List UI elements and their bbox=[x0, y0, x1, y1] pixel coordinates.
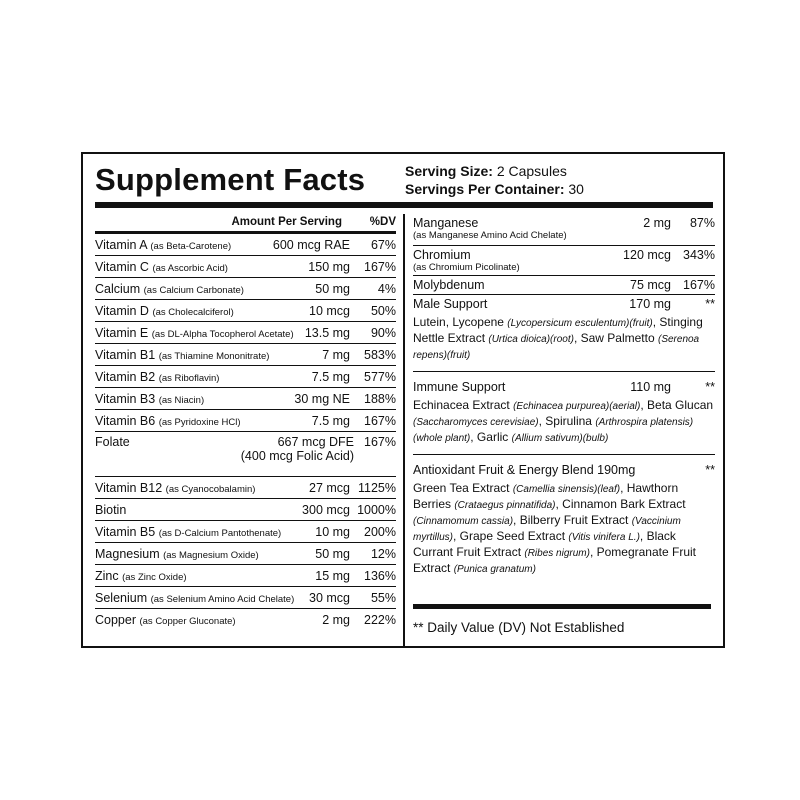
table-row bbox=[95, 609, 396, 630]
page-title: Supplement Facts bbox=[95, 162, 366, 197]
nutrient-source: (as Cholecalciferol) bbox=[152, 306, 234, 318]
ingredient-latin: (Echinacea purpurea)(aerial) bbox=[513, 401, 641, 412]
dv-value: 583% bbox=[364, 347, 396, 362]
nutrient-label: Manganese bbox=[413, 216, 479, 230]
amount-value: 30 mg NE bbox=[294, 391, 350, 406]
nutrient-label: Molybdenum bbox=[413, 278, 485, 292]
ingredient-text: , Stinging Nettle Extract bbox=[413, 315, 703, 345]
amount-value: 50 mg bbox=[315, 546, 350, 561]
ingredient-text: , Black Currant Fruit Extract bbox=[413, 529, 676, 559]
nutrient-source: (as D-Calcium Pantothenate) bbox=[158, 527, 282, 539]
dv-value: 87% bbox=[689, 216, 715, 230]
dv-header: %DV bbox=[369, 215, 396, 228]
table-row bbox=[95, 366, 396, 388]
serving-size-value: 2 Capsules bbox=[496, 163, 567, 179]
dv-value: 50% bbox=[370, 303, 396, 318]
footnote: ** Daily Value (DV) Not Established bbox=[413, 620, 625, 635]
column-divider bbox=[403, 214, 405, 646]
ingredient-text: , Hawthorn Berries bbox=[413, 481, 679, 511]
ingredient-text: Echinacea Extract bbox=[413, 398, 514, 412]
table-row bbox=[95, 477, 396, 499]
dv-value: 167% bbox=[364, 259, 396, 274]
nutrient-name bbox=[95, 547, 315, 561]
amount-value: 50 mg bbox=[315, 281, 350, 296]
dv-value: 577% bbox=[364, 369, 396, 384]
table-row bbox=[95, 388, 396, 410]
ingredient-text: , Bilberry Fruit Extract bbox=[513, 513, 632, 527]
table-row bbox=[95, 234, 396, 256]
amount-value: 2 mg bbox=[643, 216, 671, 230]
blend-name: Antioxidant Fruit & Energy Blend 190mg bbox=[413, 463, 636, 477]
table-row bbox=[413, 276, 715, 295]
amount-value: 7.5 mg bbox=[311, 413, 350, 428]
blend-amount: 170 mg bbox=[629, 297, 671, 311]
nutrient-name bbox=[95, 414, 312, 428]
table-row bbox=[95, 432, 396, 477]
ingredient-latin: (Arthrospira platensis)(whole plant) bbox=[413, 417, 694, 444]
table-row bbox=[95, 565, 396, 587]
amount-cell bbox=[241, 432, 354, 463]
nutrient-source: (as Selenium Amino Acid Chelate) bbox=[150, 593, 295, 605]
table-row bbox=[95, 521, 396, 543]
nutrient-label: Vitamin A bbox=[95, 237, 147, 252]
blend-header bbox=[413, 380, 715, 394]
amount-value: 667 mcg DFE bbox=[277, 435, 354, 449]
ingredient-latin: (Vitis vinifera L.) bbox=[568, 532, 640, 543]
servings-per-container-label: Servings Per Container: bbox=[405, 181, 565, 197]
dv-value: 167% bbox=[364, 413, 396, 428]
nutrient-source: (as Magnesium Oxide) bbox=[163, 549, 259, 561]
blend-item bbox=[413, 295, 715, 372]
table-row bbox=[413, 214, 715, 246]
nutrient-label: Vitamin B12 bbox=[95, 480, 163, 495]
nutrient-label: Vitamin B6 bbox=[95, 413, 156, 428]
nutrient-source: (as Riboflavin) bbox=[158, 372, 220, 384]
dv-value: 136% bbox=[364, 568, 396, 583]
nutrient-source: (as DL-Alpha Tocopherol Acetate) bbox=[151, 328, 294, 340]
amount-value: 120 mcg bbox=[623, 248, 671, 262]
nutrient-source: (as Zinc Oxide) bbox=[122, 571, 187, 583]
ingredient-latin: (Ribes nigrum) bbox=[524, 548, 590, 559]
nutrient-name bbox=[95, 432, 241, 449]
nutrient-source: (as Copper Gluconate) bbox=[139, 615, 236, 627]
supplement-facts-panel bbox=[81, 152, 725, 648]
amount-value: 10 mg bbox=[315, 524, 350, 539]
dv-value: 222% bbox=[364, 612, 396, 627]
amount-value: 13.5 mg bbox=[304, 325, 350, 340]
ingredient-latin: (Serenoa repens)(fruit) bbox=[413, 334, 700, 361]
amount-value: 15 mg bbox=[315, 568, 350, 583]
table-row bbox=[95, 410, 396, 432]
table-row bbox=[95, 300, 396, 322]
ingredient-latin: (Cinnamomum cassia) bbox=[413, 516, 514, 527]
table-row bbox=[95, 344, 396, 366]
amount-value: 30 mcg bbox=[309, 590, 350, 605]
nutrient-name bbox=[95, 260, 308, 274]
nutrient-name bbox=[95, 348, 322, 362]
ingredient-latin: (Saccharomyces cerevisiae) bbox=[413, 417, 539, 428]
nutrient-label: Vitamin B2 bbox=[95, 369, 156, 384]
amount-value: 7.5 mg bbox=[311, 369, 350, 384]
dv-value: 167% bbox=[364, 435, 396, 449]
nutrient-name bbox=[95, 481, 309, 495]
dv-value: ** bbox=[705, 380, 715, 394]
nutrient-source: (as Manganese Amino Acid Chelate) bbox=[413, 230, 567, 241]
dv-value: 12% bbox=[370, 546, 396, 561]
ingredient-text: , Grape Seed Extract bbox=[453, 529, 569, 543]
ingredient-text: Green Tea Extract bbox=[413, 481, 513, 495]
ingredient-text: Lutein, Lycopene bbox=[413, 315, 508, 329]
nutrient-source: (as Chromium Picolinate) bbox=[413, 262, 520, 273]
blends bbox=[413, 295, 715, 585]
dv-value: 167% bbox=[683, 278, 715, 292]
nutrient-name bbox=[95, 503, 302, 517]
nutrient-source: (as Beta-Carotene) bbox=[150, 240, 232, 252]
table-row bbox=[95, 543, 396, 565]
blend-item bbox=[413, 372, 715, 455]
table-row bbox=[413, 246, 715, 276]
nutrient-label: Calcium bbox=[95, 281, 141, 296]
ingredient-text: , Garlic bbox=[470, 430, 512, 444]
dv-value: 188% bbox=[364, 391, 396, 406]
amount-value: 300 mcg bbox=[302, 502, 350, 517]
nutrient-label: Zinc bbox=[95, 568, 119, 583]
nutrient-name bbox=[95, 569, 315, 583]
header-rule bbox=[95, 202, 713, 208]
table-row bbox=[95, 322, 396, 344]
dv-value: 200% bbox=[364, 524, 396, 539]
nutrient-label: Copper bbox=[95, 612, 136, 627]
right-column bbox=[413, 214, 715, 585]
nutrient-name bbox=[95, 304, 309, 318]
amount-value: 7 mg bbox=[322, 347, 350, 362]
nutrient-source: (as Ascorbic Acid) bbox=[152, 262, 228, 274]
dv-value: ** bbox=[705, 297, 715, 311]
amount-value: 27 mcg bbox=[309, 480, 350, 495]
serving-size-label: Serving Size: bbox=[405, 163, 493, 179]
blend-ingredients bbox=[413, 315, 715, 363]
nutrient-label: Chromium bbox=[413, 248, 471, 262]
nutrient-name bbox=[95, 613, 322, 627]
blend-item bbox=[413, 455, 715, 585]
table-row bbox=[95, 499, 396, 521]
dv-value: 67% bbox=[370, 237, 396, 252]
amount-value: 10 mcg bbox=[309, 303, 350, 318]
ingredient-latin: (Punica granatum) bbox=[453, 564, 536, 575]
nutrient-label: Vitamin C bbox=[95, 259, 149, 274]
ingredient-latin: (Allium sativum)(bulb) bbox=[511, 433, 609, 444]
blend-ingredients bbox=[413, 481, 715, 577]
nutrient-label: Selenium bbox=[95, 590, 148, 605]
nutrient-label: Folate bbox=[95, 435, 130, 449]
left-rows bbox=[95, 234, 396, 630]
nutrient-source: (as Niacin) bbox=[158, 394, 205, 406]
blend-name: Male Support bbox=[413, 297, 488, 311]
ingredient-latin: (Crataegus pinnatifida) bbox=[454, 500, 556, 511]
blend-name: Immune Support bbox=[413, 380, 506, 394]
table-row bbox=[95, 278, 396, 300]
dv-value: ** bbox=[705, 463, 715, 477]
table-row bbox=[95, 587, 396, 609]
nutrient-label: Vitamin B1 bbox=[95, 347, 156, 362]
servings-per-container-value: 30 bbox=[568, 181, 584, 197]
nutrient-source: (as Calcium Carbonate) bbox=[143, 284, 244, 296]
nutrient-label: Magnesium bbox=[95, 546, 160, 561]
amount-header: Amount Per Serving bbox=[231, 215, 342, 228]
nutrient-label: Biotin bbox=[95, 502, 127, 517]
blend-header bbox=[413, 297, 715, 311]
nutrient-source: (as Thiamine Mononitrate) bbox=[158, 350, 270, 362]
amount-value: 2 mg bbox=[322, 612, 350, 627]
nutrient-label: Vitamin E bbox=[95, 325, 149, 340]
amount-value: 150 mg bbox=[308, 259, 350, 274]
dv-value: 55% bbox=[370, 590, 396, 605]
ingredient-text: , Spirulina bbox=[538, 414, 596, 428]
table-row bbox=[95, 256, 396, 278]
row-line bbox=[413, 278, 715, 292]
ingredient-text: , Saw Palmetto bbox=[573, 331, 658, 345]
amount-note: (400 mcg Folic Acid) bbox=[240, 449, 354, 463]
footnote-rule bbox=[413, 604, 711, 609]
nutrient-name bbox=[95, 370, 312, 384]
right-rows bbox=[413, 214, 715, 295]
nutrient-label: Vitamin B3 bbox=[95, 391, 156, 406]
nutrient-name bbox=[95, 525, 315, 539]
serving-info bbox=[405, 162, 584, 198]
blend-header bbox=[413, 463, 715, 477]
dv-value: 90% bbox=[370, 325, 396, 340]
dv-value: 4% bbox=[377, 281, 396, 296]
row-line bbox=[413, 216, 715, 230]
blend-amount: 110 mg bbox=[630, 380, 671, 394]
ingredient-latin: (Camellia sinensis)(leaf) bbox=[512, 484, 621, 495]
ingredient-text: , Beta Glucan bbox=[640, 398, 714, 412]
nutrient-name bbox=[95, 591, 309, 605]
nutrient-name bbox=[95, 238, 273, 252]
ingredient-latin: (Urtica dioica)(root) bbox=[488, 334, 574, 345]
nutrient-label: Vitamin D bbox=[95, 303, 149, 318]
amount-value: 600 mcg RAE bbox=[272, 237, 350, 252]
left-column bbox=[95, 212, 396, 630]
nutrient-name bbox=[95, 392, 294, 406]
row-line bbox=[413, 248, 715, 262]
blend-ingredients bbox=[413, 398, 715, 446]
dv-value: 343% bbox=[683, 248, 715, 262]
ingredient-latin: (Lycopersicum esculentum)(fruit) bbox=[507, 318, 653, 329]
table-header bbox=[95, 212, 396, 234]
dv-value: 1000% bbox=[357, 502, 396, 517]
nutrient-source: (as Pyridoxine HCl) bbox=[158, 416, 241, 428]
ingredient-text: , Pomegranate Fruit Extract bbox=[413, 545, 696, 575]
nutrient-label: Vitamin B5 bbox=[95, 524, 156, 539]
nutrient-source: (as Cyanocobalamin) bbox=[165, 483, 256, 495]
ingredient-text: , Cinnamon Bark Extract bbox=[555, 497, 686, 511]
amount-value: 75 mcg bbox=[630, 278, 671, 292]
nutrient-name bbox=[95, 282, 315, 296]
nutrient-name bbox=[95, 326, 305, 340]
ingredient-latin: (Vaccinium myrtillus) bbox=[413, 516, 681, 543]
dv-value: 1125% bbox=[358, 480, 396, 495]
